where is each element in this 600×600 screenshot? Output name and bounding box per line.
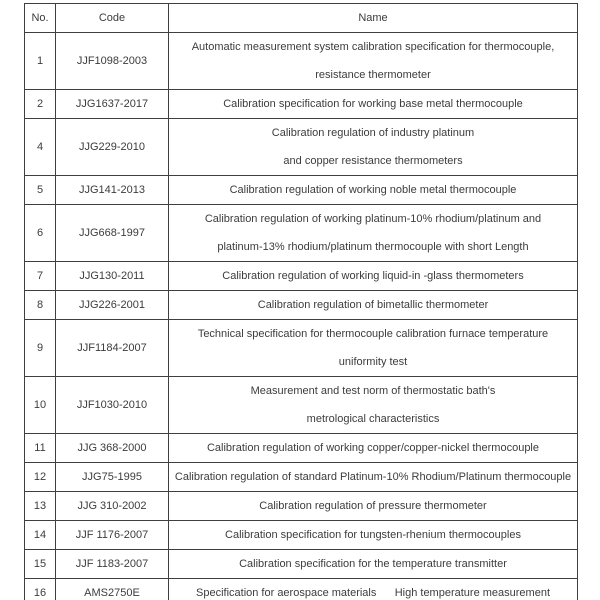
name-cell [169, 463, 578, 492]
name-line: Calibration regulation of bimetallic thermometer [257, 299, 489, 311]
name-cell [169, 33, 578, 90]
name-line: Calibration regulation of pressure thermometer [259, 500, 487, 512]
row-number-cell: 6 [25, 205, 56, 262]
row-number-cell: 4 [25, 119, 56, 176]
row-number-cell: 2 [25, 90, 56, 119]
row-number-cell: 12 [25, 463, 56, 492]
name-line: Calibration specification for the temperature transmitter [239, 558, 507, 570]
code-cell: JJG 310-2002 [56, 492, 169, 521]
name-line: Calibration regulation of working liquid-in -glass thermometers [222, 270, 524, 282]
name-line: Automatic measurement system calibration specification for thermocouple, [191, 41, 555, 53]
name-line: resistance thermometer [315, 69, 431, 81]
name-line: Measurement and test norm of thermostatic bath's [250, 385, 496, 397]
row-number-cell: 14 [25, 521, 56, 550]
row-number-cell: 5 [25, 176, 56, 205]
name-cell [169, 521, 578, 550]
table-row [25, 291, 578, 320]
name-line: uniformity test [338, 356, 408, 368]
name-cell [169, 176, 578, 205]
code-cell: JJF1184-2007 [56, 320, 169, 377]
table-row [25, 119, 578, 176]
name-line: platinum-13% rhodium/platinum thermocouple with short Length [217, 241, 529, 253]
row-number-cell: 9 [25, 320, 56, 377]
name-cell [169, 205, 578, 262]
code-cell: JJG229-2010 [56, 119, 169, 176]
code-cell: JJF 1176-2007 [56, 521, 169, 550]
name-line: Technical specification for thermocouple calibration furnace temperature [197, 328, 549, 340]
name-line: Calibration regulation of standard Platinum-10% Rhodium/Platinum thermocouple [174, 471, 572, 483]
name-cell [169, 291, 578, 320]
table-row [25, 377, 578, 434]
column-header-code: Code [56, 4, 169, 33]
name-line: Calibration regulation of working platinum-10% rhodium/platinum and [204, 213, 542, 225]
row-number-cell: 7 [25, 262, 56, 291]
name-line: and copper resistance thermometers [283, 155, 463, 167]
code-cell: JJF 1183-2007 [56, 550, 169, 579]
table-body [25, 33, 578, 600]
name-cell [169, 579, 578, 600]
name-cell [169, 90, 578, 119]
table-row [25, 33, 578, 90]
table-row [25, 176, 578, 205]
code-cell: JJG226-2001 [56, 291, 169, 320]
table-row [25, 550, 578, 579]
name-line: Calibration specification for tungsten-rhenium thermocouples [225, 529, 521, 541]
table-header-row [25, 4, 578, 33]
name-cell [169, 262, 578, 291]
row-number-cell: 13 [25, 492, 56, 521]
table-row [25, 262, 578, 291]
table-row [25, 492, 578, 521]
code-cell: JJG1637-2017 [56, 90, 169, 119]
name-line: Calibration regulation of working copper/copper-nickel thermocouple [206, 442, 539, 454]
column-header-no: No. [25, 4, 56, 33]
name-cell [169, 550, 578, 579]
code-cell: JJF1098-2003 [56, 33, 169, 90]
code-cell: JJG 368-2000 [56, 434, 169, 463]
row-number-cell: 8 [25, 291, 56, 320]
row-number-cell: 15 [25, 550, 56, 579]
table-row [25, 463, 578, 492]
row-number-cell: 10 [25, 377, 56, 434]
code-cell: JJF1030-2010 [56, 377, 169, 434]
name-cell [169, 492, 578, 521]
table-row [25, 434, 578, 463]
row-number-cell: 11 [25, 434, 56, 463]
column-header-name: Name [169, 4, 578, 33]
row-number-cell: 16 [25, 579, 56, 600]
code-cell: AMS2750E [56, 579, 169, 600]
standards-table [24, 3, 578, 600]
code-cell: JJG141-2013 [56, 176, 169, 205]
name-line: Calibration regulation of working noble metal thermocouple [229, 184, 517, 196]
table-row [25, 320, 578, 377]
name-cell [169, 320, 578, 377]
table-row [25, 579, 578, 600]
name-cell [169, 434, 578, 463]
name-line: Calibration specification for working base metal thermocouple [223, 98, 523, 110]
name-cell [169, 119, 578, 176]
code-cell: JJG668-1997 [56, 205, 169, 262]
table-row [25, 521, 578, 550]
name-line: metrological characteristics [306, 413, 440, 425]
table-row [25, 90, 578, 119]
table-row [25, 205, 578, 262]
code-cell: JJG75-1995 [56, 463, 169, 492]
name-cell [169, 377, 578, 434]
name-line: Calibration regulation of industry platinum [271, 127, 475, 139]
code-cell: JJG130-2011 [56, 262, 169, 291]
row-number-cell: 1 [25, 33, 56, 90]
name-line: Specification for aerospace materials High temperature measurement [196, 587, 550, 599]
